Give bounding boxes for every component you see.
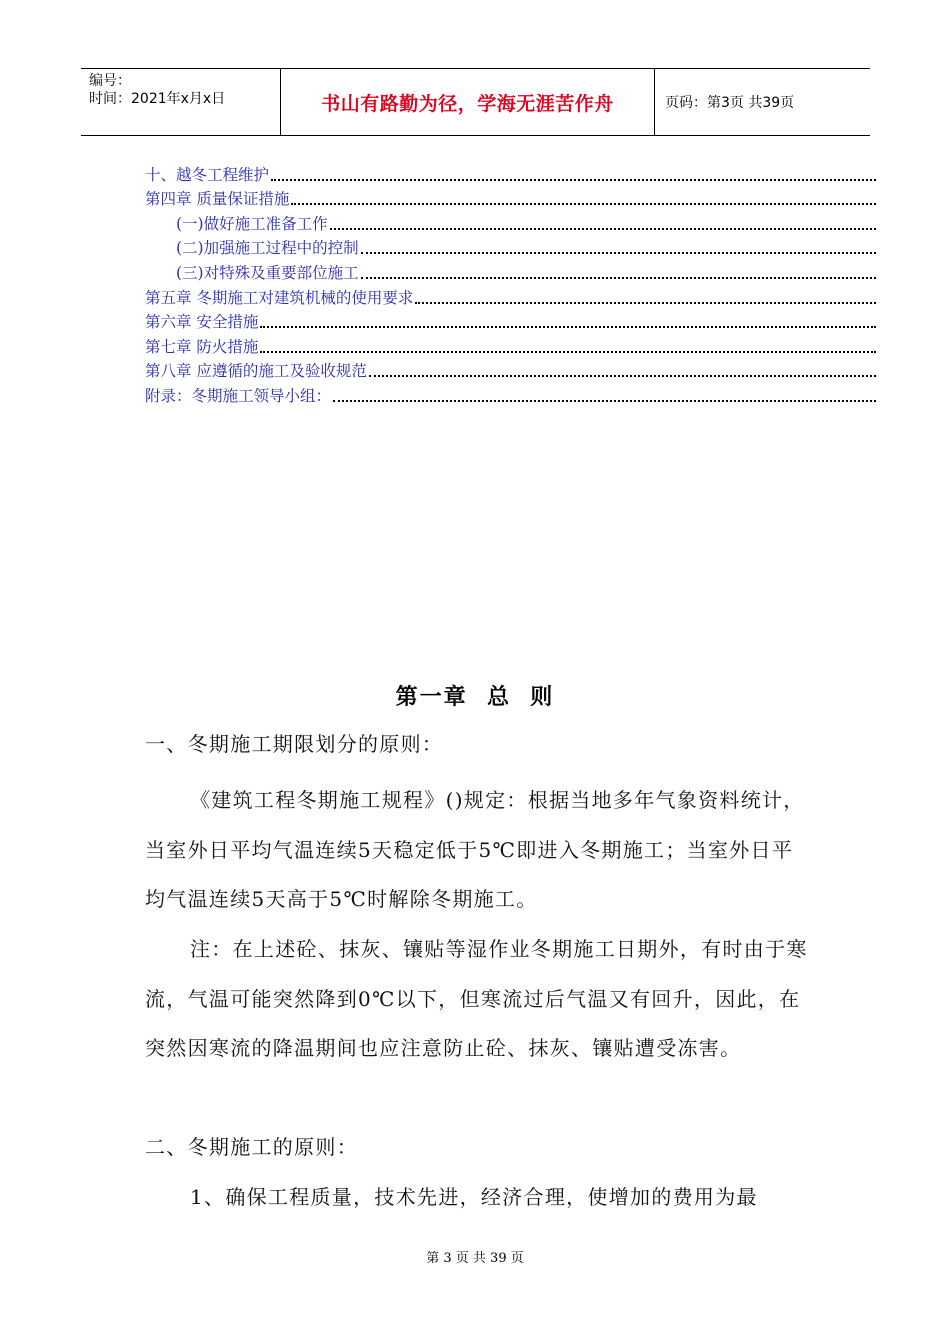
header-motto-cell [281, 69, 655, 135]
toc-entry-label: 附录：冬期施工领导小组： [145, 386, 332, 405]
page-footer: 第 3 页 共 39 页 [426, 1251, 524, 1266]
toc-entry-label: 第四章 质量保证措施 [145, 190, 290, 209]
doc-number-label: 编号： [89, 73, 131, 89]
toc-leader [260, 326, 876, 328]
toc-entry-label: 第八章 应遵循的施工及验收规范 [145, 362, 367, 381]
header-meta-cell [81, 69, 281, 135]
toc-leader [361, 252, 876, 254]
paragraph: 1、确保工程质量，技术先进，经济合理，使增加的费用为最 [190, 1185, 758, 1209]
chapter-title: 第一章 总 则 [395, 685, 555, 710]
toc-entry-label: (二)加强施工过程中的控制 [176, 239, 359, 258]
page-header [81, 68, 870, 136]
toc-leader [361, 277, 876, 279]
toc-entry[interactable] [145, 258, 876, 283]
toc-entry[interactable] [145, 357, 876, 382]
table-of-contents [145, 160, 876, 406]
header-page-cell [655, 69, 870, 135]
toc-entry[interactable] [145, 381, 876, 406]
toc-entry[interactable] [145, 332, 876, 357]
toc-entry[interactable] [145, 160, 876, 185]
toc-entry[interactable] [145, 185, 876, 210]
toc-leader [369, 375, 876, 377]
toc-leader [260, 351, 876, 353]
section-heading: 一、冬期施工期限划分的原则： [145, 732, 444, 756]
toc-entry[interactable] [145, 308, 876, 333]
toc-leader [291, 203, 876, 205]
toc-entry-label: (一)做好施工准备工作 [176, 214, 328, 233]
note-paragraph: 注：在上述砼、抹灰、镶贴等湿作业冬期施工日期外，有时由于寒流，气温可能突然降到0℃以下，但寒流过后气温又有回升，因此，在突然因寒流的降温期间也应注意防止砼、抹灰、镶贴遭受冻害。 [145, 937, 808, 1060]
toc-entry[interactable] [145, 209, 876, 234]
toc-entry-label: 第五章 冬期施工对建筑机械的使用要求 [145, 288, 414, 307]
paragraph: 《建筑工程冬期施工规程》()规定：根据当地多年气象资料统计，当室外日平均气温连续5天稳定低于5℃即进入冬期施工；当室外日平均气温连续5天高于5℃时解除冬期施工。 [145, 788, 805, 911]
toc-entry-label: 第七章 防火措施 [145, 337, 259, 356]
toc-entry[interactable] [145, 234, 876, 259]
toc-leader [271, 179, 876, 181]
header-page-info: 页码：第3页 共39页 [665, 95, 795, 111]
toc-entry[interactable] [145, 283, 876, 308]
doc-time-label: 时间：2021年x月x日 [89, 91, 226, 107]
toc-leader [415, 302, 876, 304]
toc-leader [333, 400, 876, 402]
toc-entry-label: (三)对特殊及重要部位施工 [176, 263, 359, 282]
header-motto: 书山有路勤为径，学海无涯苦作舟 [321, 92, 614, 115]
toc-leader [330, 228, 876, 230]
section-heading: 二、冬期施工的原则： [145, 1135, 358, 1159]
toc-entry-label: 十、越冬工程维护 [145, 165, 270, 184]
toc-entry-label: 第六章 安全措施 [145, 313, 259, 332]
